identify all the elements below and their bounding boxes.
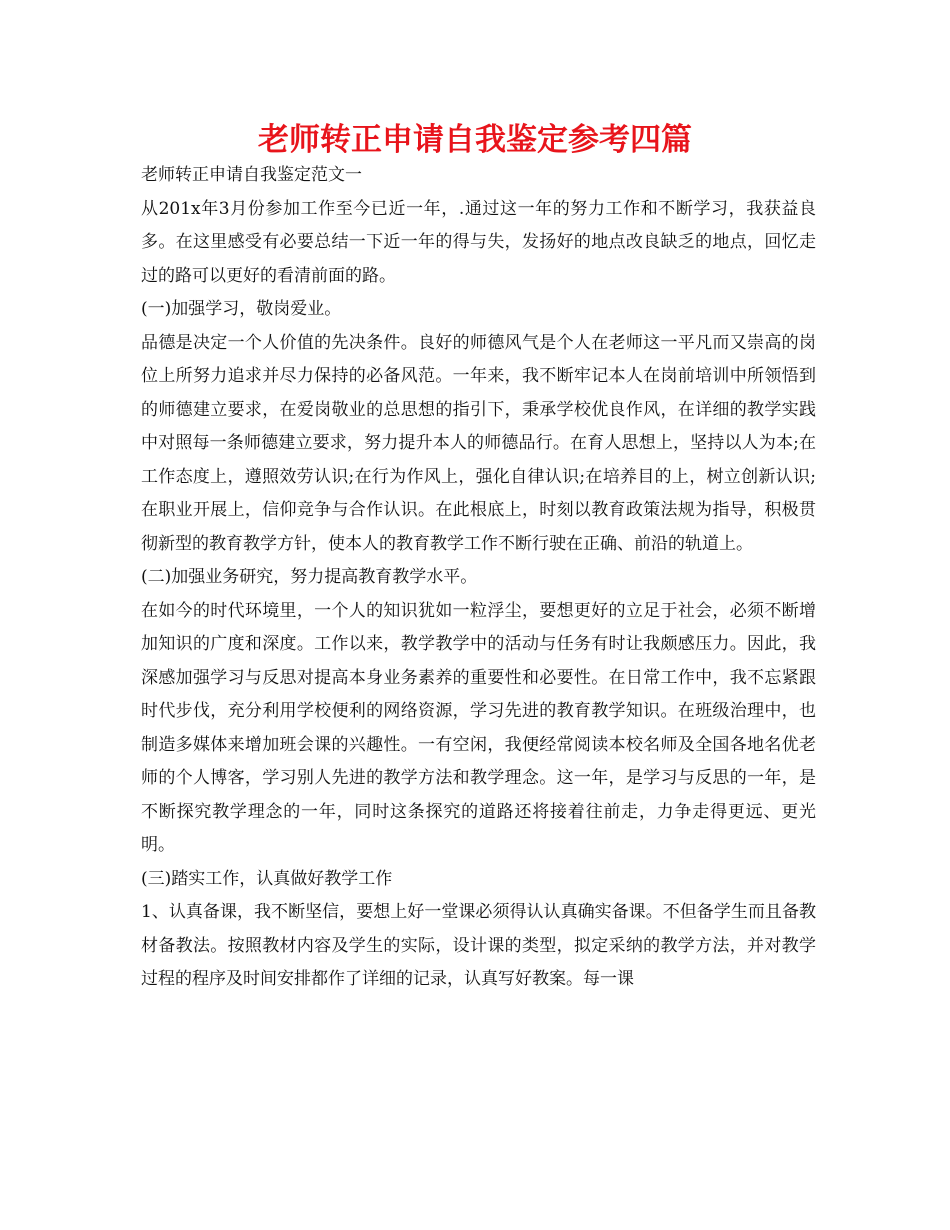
paragraph: 在如今的时代环境里，一个人的知识犹如一粒浮尘，要想更好的立足于社会，必须不断增加知识的广度和深度。工作以来，教学教学中的活动与任务有时让我颇感压力。因此，我深感加强学习与反思对提高本身业务素养的重要性和必要性。在日常工作中，我不忘紧跟时代步伐，充分利用学校便利的网络资源，学习先进的教育教学知识。在班级治理中，也制造多媒体来增加班会课的兴趣性。一有空闲，我便经常阅读本校名师及全国各地名优老师的个人博客，学习别人先进的教学方法和教学理念。这一年，是学习与反思的一年，是不断探究教学理念的一年，同时这条探究的道路还将接着往前走，力争走得更远、更光明。 xyxy=(141,600,816,855)
document-title: 老师转正申请自我鉴定参考四篇 xyxy=(258,122,692,158)
section-heading: 老师转正申请自我鉴定范文一 xyxy=(141,165,362,185)
paragraph: 从201x年3月份参加工作至今已近一年，.通过这一年的努力工作和不断学习，我获益良多。在这里感受有必要总结一下近一年的得与失，发扬好的地点改良缺乏的地点，回忆走过的路可以更好的看清前面的路。 xyxy=(141,198,816,286)
section-heading: (三)踏实工作，认真做好教学工作 xyxy=(141,868,393,889)
section-heading: (二)加强业务研究，努力提高教育教学水平。 xyxy=(141,567,478,587)
paragraph: 1、认真备课，我不断坚信，要想上好一堂课必须得认认真确实备课。不但备学生而且备教材备教法。按照教材内容及学生的实际，设计课的类型，拟定采纳的教学方法，并对教学过程的程序及时间安排都作了详细的记录，认真写好教案。每一课 xyxy=(141,902,816,989)
document-body xyxy=(141,159,816,997)
section-heading: (一)加强学习，敬岗爱业。 xyxy=(141,299,342,319)
paragraph: 品德是决定一个人价值的先决条件。良好的师德风气是个人在老师这一平凡而又崇高的岗位上所努力追求并尽力保持的必备风范。一年来，我不断牢记本人在岗前培训中所领悟到的师德建立要求，在爱岗敬业的总思想的指引下，秉承学校优良作风，在详细的教学实践中对照每一条师德建立要求，努力提升本人的师德品行。在育人思想上，坚持以人为本;在工作态度上，遵照效劳认识;在行为作风上，强化自律认识;在培养目的上，树立创新认识;在职业开展上，信仰竞争与合作认识。在此根底上，时刻以教育政策法规为指导，积极贯彻新型的教育教学方针，使本人的教育教学工作不断行驶在正确、前沿的轨道上。 xyxy=(141,332,816,554)
